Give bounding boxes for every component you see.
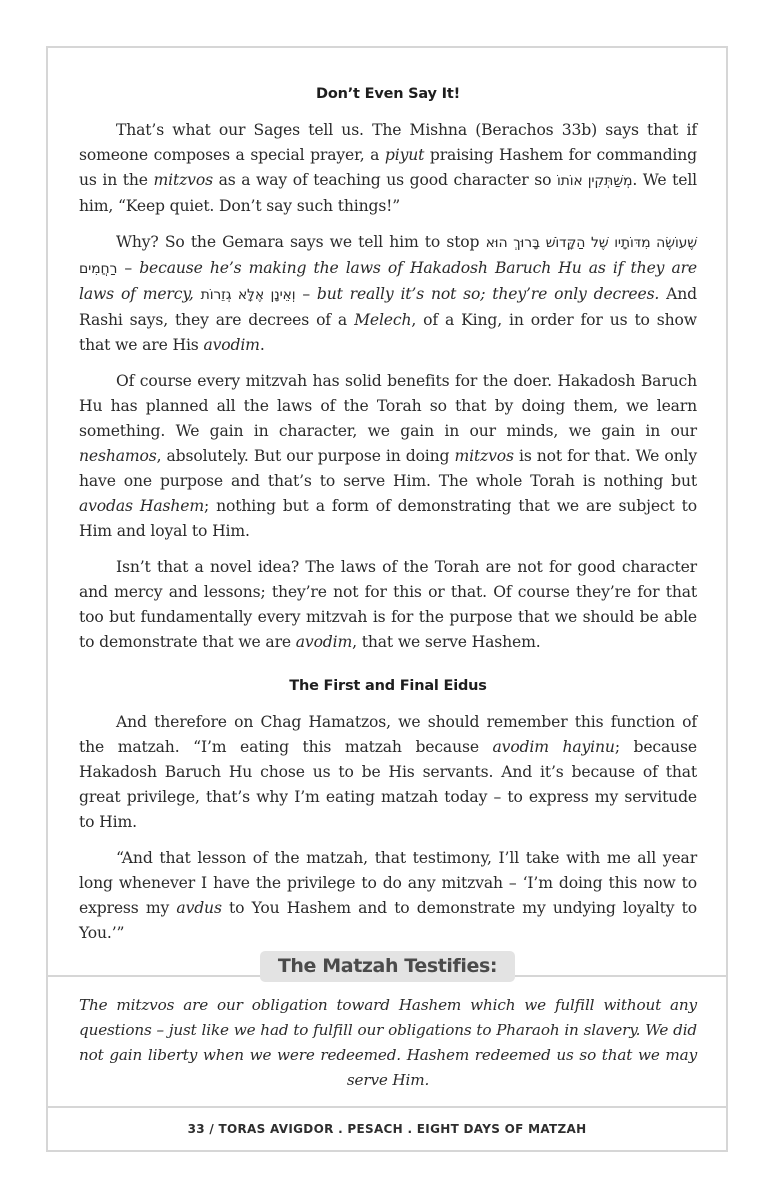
emphasis-text: avodim: [295, 633, 353, 651]
footer-divider: [48, 1106, 726, 1108]
text-run: ; nothing but a form of demonstrating that we are subject to Him and loyal to Him.: [79, 497, 697, 540]
text-run: [194, 285, 201, 303]
page-footer: 33 / TORAS AVIGDOR . PESACH . EIGHT DAYS OF MATZAH: [187, 1122, 587, 1136]
text-run: . We tell him, “Keep quiet. Don’t say such things!”: [79, 171, 698, 215]
text-run: .: [259, 336, 265, 354]
article-body: [79, 82, 697, 957]
hebrew-text: וְאֵינָן אֶלָּא גְזֵרוֹת: [200, 287, 296, 303]
callout-title: The Matzah Testifies:: [260, 951, 515, 982]
emphasis-text: avodim hayinu: [492, 738, 615, 756]
paragraph: [79, 118, 697, 219]
section-heading: The First and Final Eidus: [289, 678, 487, 694]
paragraph: [79, 710, 697, 835]
text-run: And Rashi says, they are decrees of a: [79, 285, 697, 329]
text-run: –: [295, 285, 317, 303]
callout-text: The mitzvos are our obligation toward Hashem which we fulfill without any questions – just like we had to fulfill our obligations to Pharaoh in slavery. We did not gain liberty when we were redeemed. Hashem redeemed us so that we may serve Him.: [79, 996, 697, 1089]
emphasis-text: mitzvos: [153, 171, 213, 189]
section-heading: Don’t Even Say It!: [316, 86, 460, 102]
text-run: Why? So the Gemara says we tell him to stop: [116, 233, 486, 251]
emphasis-text: avodim: [203, 336, 260, 354]
text-run: , of a King, in order for us to show that we are His: [79, 311, 697, 354]
text-run: And therefore on Chag Hamatzos, we should remember this function of the matzah. “I’m eating this matzah because: [79, 713, 697, 756]
text-run: praising Hashem for commanding us in the: [79, 146, 697, 189]
text-run: –: [117, 259, 140, 277]
text-run: “And that lesson of the matzah, that testimony, I’ll take with me all year long whenever I have the privilege to do any mitzvah – ‘I’m doing this now to express my: [79, 849, 697, 917]
paragraph: [79, 230, 697, 358]
emphasis-text: Melech: [354, 311, 412, 329]
text-run: Isn’t that a novel idea? The laws of the Torah are not for good character and mercy and lessons; they’re not for this or that. Of course they’re for that too but fundamentally every mitzvah is for the purpose that we should be able to demonstrate that we are: [79, 558, 697, 651]
paragraph: [79, 846, 697, 946]
text-run: as a way of teaching us good character so: [212, 171, 557, 189]
emphasis-text: mitzvos: [454, 447, 514, 465]
text-run: is not for that. We only have one purpose and that’s to serve Him. The whole Torah is nothing but: [79, 447, 697, 490]
emphasis-text: neshamos: [79, 447, 157, 465]
emphasis-text: but really it’s not so; they’re only decrees.: [316, 285, 660, 303]
paragraph: [79, 369, 697, 544]
text-run: to You Hashem and to demonstrate my undying loyalty to You.’”: [79, 899, 698, 942]
emphasis-text: avdus: [176, 899, 222, 917]
text-run: ; because Hakadosh Baruch Hu chose us to be His servants. And it’s because of that great privilege, that’s why I’m eating matzah today – to express my servitude to Him.: [79, 738, 697, 831]
emphasis-text: piyut: [384, 146, 425, 164]
hebrew-text: שֶׁעוֹשֶׂה מִדּוֹתָיו שֶׁל הַקָּדוֹשׁ בָּרוּךְ הוּא רַחֲמִים: [79, 235, 697, 277]
emphasis-text: because he’s making the laws of Hakadosh Baruch Hu as if they are laws of mercy,: [79, 259, 697, 303]
paragraph: [79, 555, 697, 655]
text-run: , that we serve Hashem.: [352, 633, 541, 651]
hebrew-text: מְשַׁתְּקִין אוֹתוֹ: [557, 173, 633, 189]
text-run: Of course every mitzvah has solid benefits for the doer. Hakadosh Baruch Hu has planned all the laws of the Torah so that by doing them, we learn something. We gain in character, we gain in our minds, we gain in our: [79, 372, 697, 440]
text-run: That’s what our Sages tell us. The Mishna (Berachos 33b) says that if someone composes a special prayer, a: [79, 121, 697, 164]
text-run: , absolutely. But our purpose in doing: [156, 447, 455, 465]
emphasis-text: avodas Hashem: [79, 497, 204, 515]
